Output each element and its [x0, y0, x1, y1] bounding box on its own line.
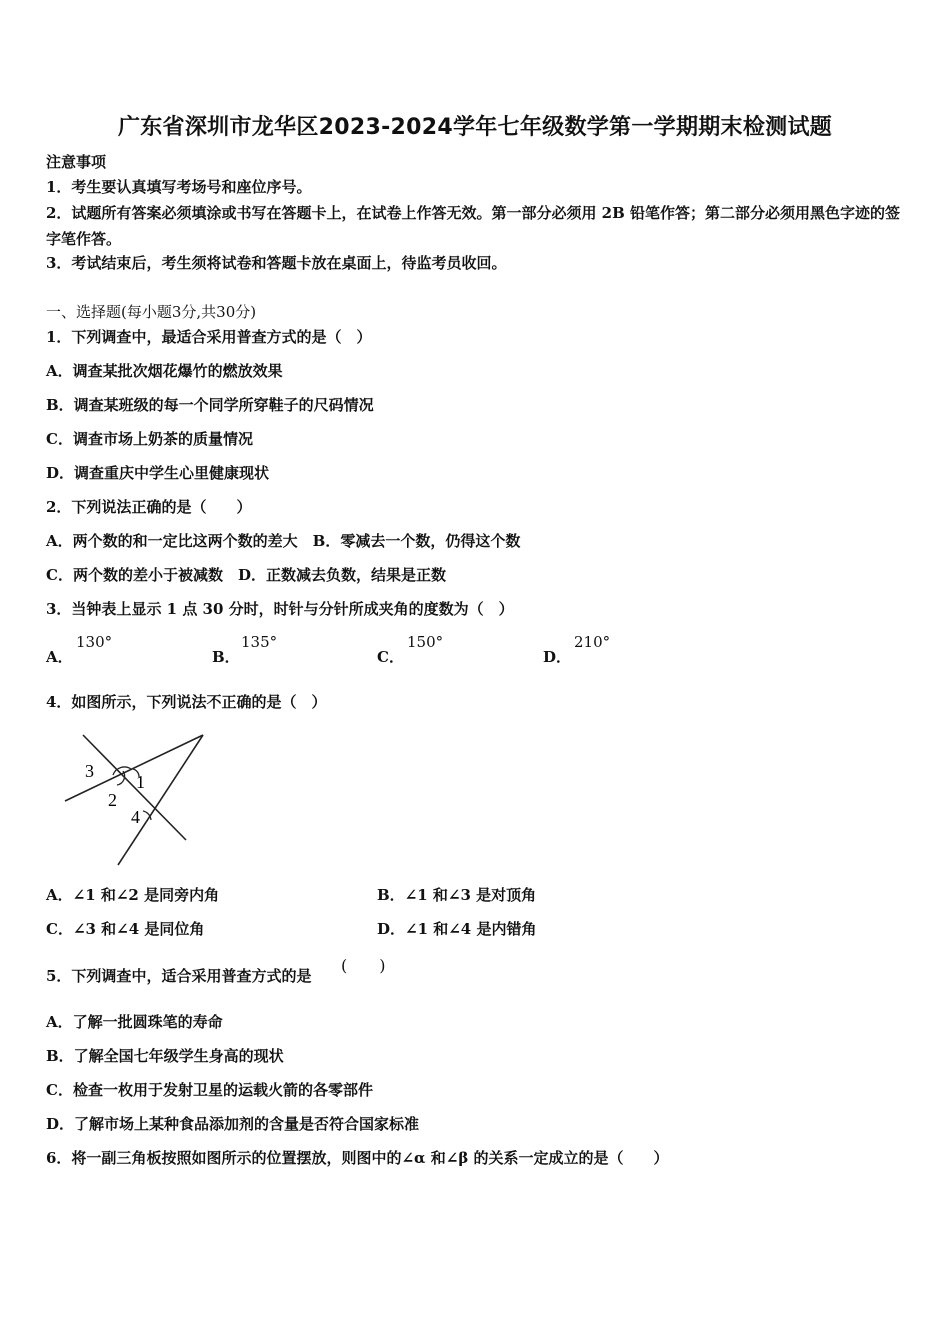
q2-options-row-1: A．两个数的和一定比这两个数的差大 B．零减去一个数，仍得这个数	[46, 532, 521, 550]
q3-option-d-letter: D．	[543, 648, 572, 666]
q3-option-a-letter: A．	[46, 648, 73, 666]
q2-stem: 2．下列说法正确的是（ ）	[46, 498, 252, 516]
q3-option-c-letter: C．	[377, 648, 404, 666]
section-heading: 一、选择题(每小题3分,共30分)	[46, 303, 257, 321]
q3-option-c	[377, 646, 404, 667]
q1-option-c: C．调查市场上奶茶的质量情况	[46, 430, 253, 448]
q5-answer-paren: ( )	[341, 956, 386, 975]
q1-option-a: A．调查某批次烟花爆竹的燃放效果	[46, 362, 283, 380]
notice-heading: 注意事项	[46, 153, 107, 171]
q5-option-c: C．检查一枚用于发射卫星的运载火箭的各零部件	[46, 1081, 373, 1099]
notice-item-2: 2．试题所有答案必须填涂或书写在答题卡上，在试卷上作答无效。第一部分必须用 2B 铅笔作答；第二部分必须用黑色字迹的签字笔作答。	[46, 204, 901, 248]
q3-option-d-value: 210°	[574, 633, 611, 651]
q5-option-a: A．了解一批圆珠笔的寿命	[46, 1013, 223, 1031]
q5-option-b: B．了解全国七年级学生身高的现状	[46, 1047, 284, 1065]
q1-option-b: B．调查某班级的每一个同学所穿鞋子的尺码情况	[46, 396, 374, 414]
q5-option-d: D．了解市场上某种食品添加剂的含量是否符合国家标准	[46, 1115, 420, 1133]
q3-option-b-letter: B．	[212, 648, 240, 666]
figure-label-2: 2	[108, 790, 117, 810]
q1-option-d: D．调查重庆中学生心里健康现状	[46, 464, 270, 482]
figure-label-3: 3	[85, 761, 94, 781]
page-title: 广东省深圳市龙华区2023-2024学年七年级数学第一学期期末检测试题	[117, 115, 833, 140]
q3-option-a-value: 130°	[76, 633, 113, 651]
figure-label-1: 1	[136, 772, 145, 792]
q3-option-d	[543, 646, 571, 667]
q1-stem: 1．下列调查中，最适合采用普查方式的是（ ）	[46, 328, 372, 346]
q3-stem: 3．当钟表上显示 1 点 30 分时，时针与分针所成夹角的度数为（ ）	[46, 600, 514, 618]
q4-stem: 4．如图所示，下列说法不正确的是（ ）	[46, 693, 327, 711]
q5-stem: 5．下列调查中，适合采用普查方式的是	[46, 967, 312, 985]
q4-option-a: A．∠1 和∠2 是同旁内角	[46, 886, 220, 904]
q4-option-d: D．∠1 和∠4 是内错角	[377, 920, 537, 938]
figure-label-4: 4	[131, 807, 140, 827]
notice-item-1: 1．考生要认真填写考场号和座位序号。	[46, 178, 312, 196]
q4-option-c: C．∠3 和∠4 是同位角	[46, 920, 205, 938]
q4-intersecting-lines-figure	[55, 725, 215, 870]
q3-option-c-value: 150°	[407, 633, 444, 651]
q3-option-a	[46, 646, 73, 667]
angle-arc-4	[143, 811, 151, 820]
q2-options-row-2: C．两个数的差小于被减数 D．正数减去负数，结果是正数	[46, 566, 446, 584]
q6-stem: 6．将一副三角板按照如图所示的位置摆放，则图中的∠α 和∠β 的关系一定成立的是（ ）	[46, 1149, 669, 1167]
q4-option-b: B．∠1 和∠3 是对顶角	[377, 886, 537, 904]
q3-option-b-value: 135°	[241, 633, 278, 651]
q3-option-b	[212, 646, 240, 667]
notice-item-3: 3．考试结束后，考生须将试卷和答题卡放在桌面上，待监考员收回。	[46, 254, 507, 272]
